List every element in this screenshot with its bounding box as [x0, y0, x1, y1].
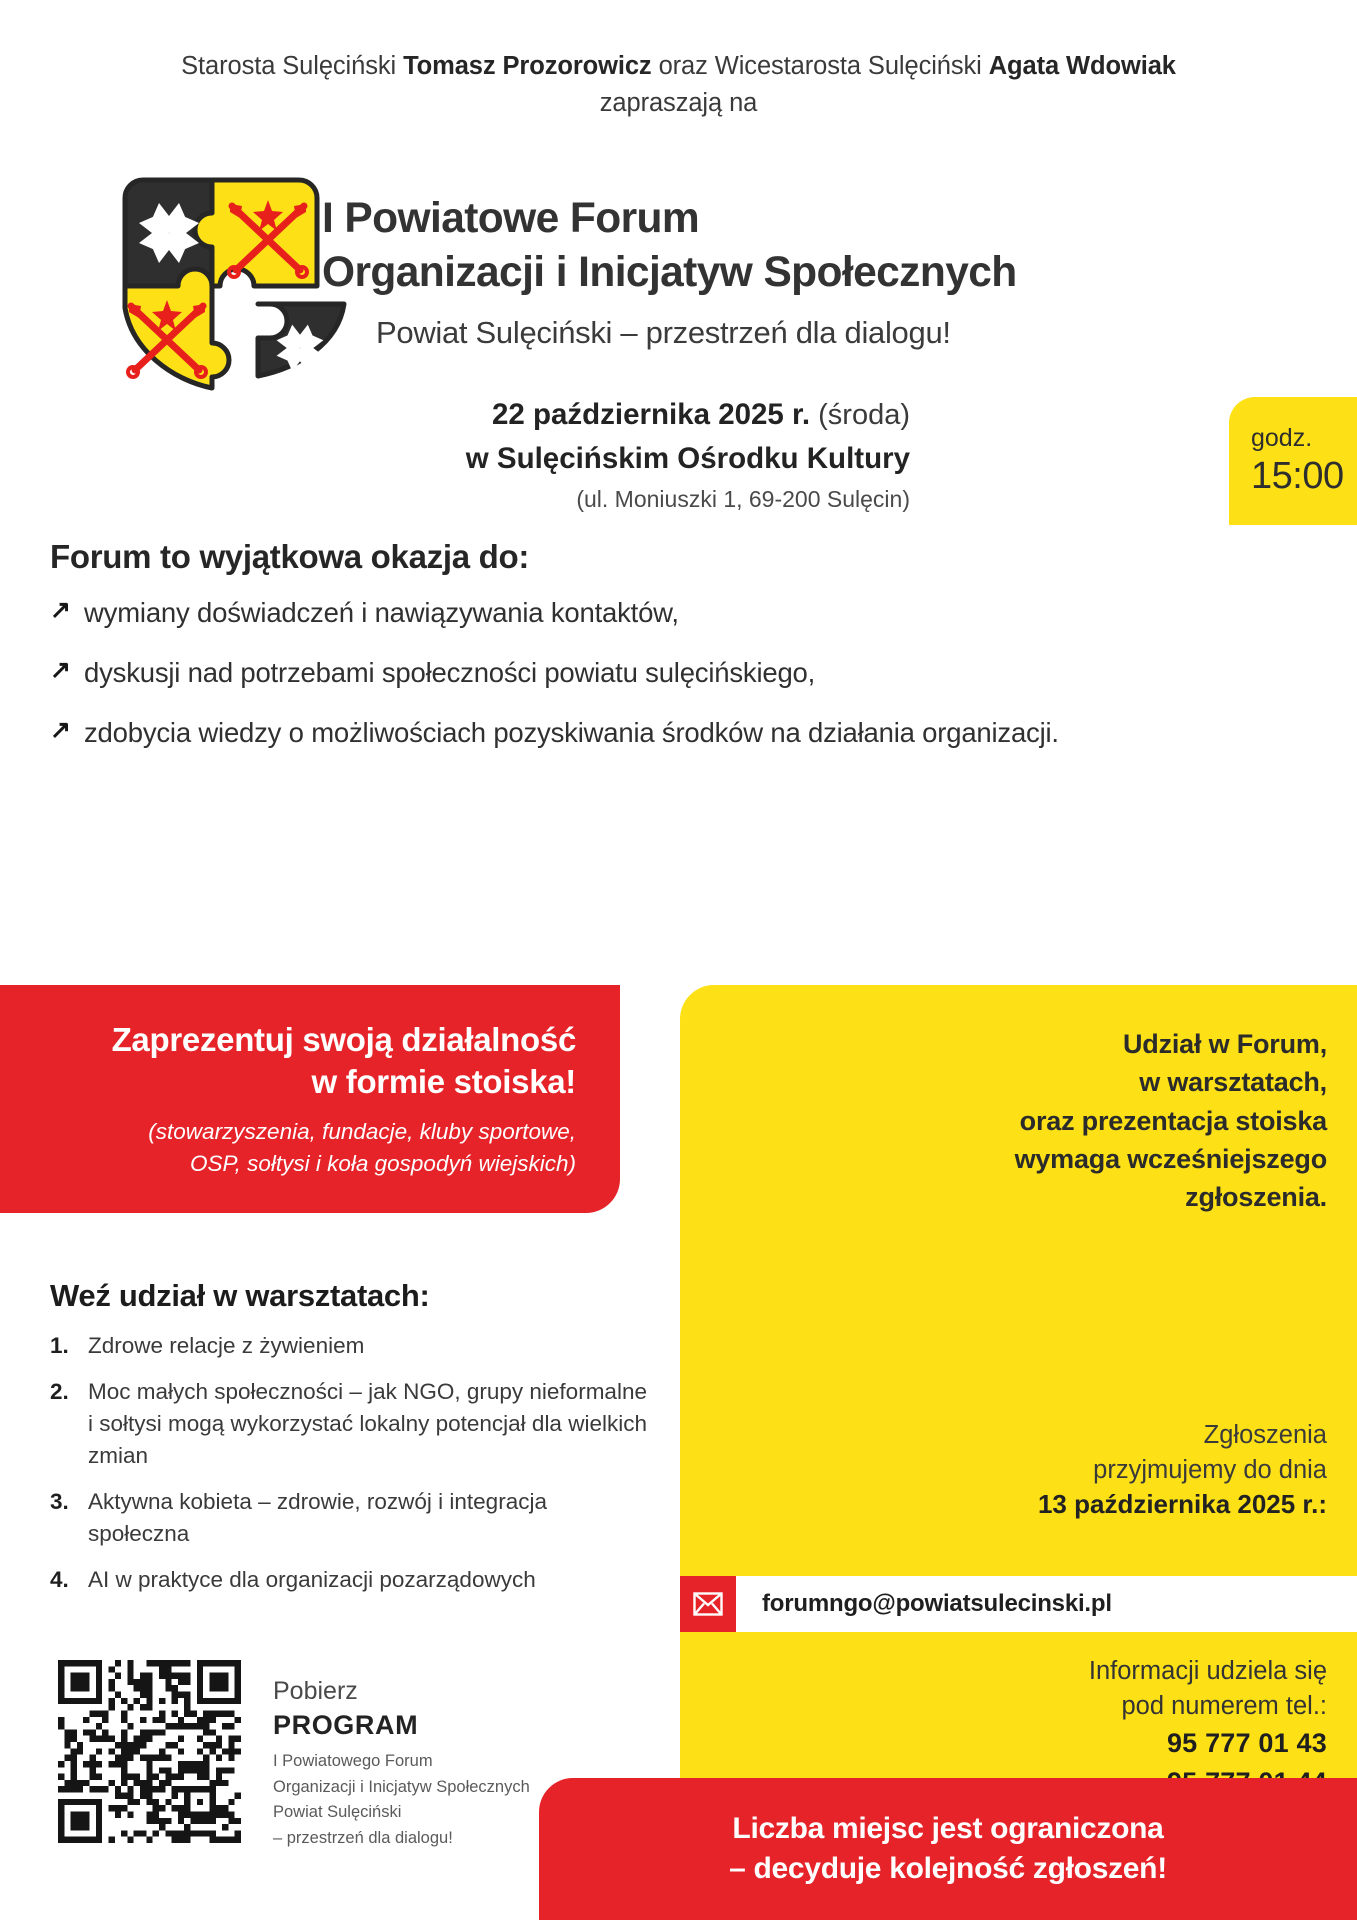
workshop-text: Moc małych społeczności – jak NGO, grupy nieformalne i sołtysi mogą wykorzystać lokalny potencjał dla wielkich zmian [88, 1378, 647, 1468]
envelope-icon [680, 1576, 736, 1632]
workshop-number: 4. [50, 1566, 69, 1592]
occasion-heading: Forum to wyjątkowa okazja do: [50, 538, 530, 575]
workshop-text: Zdrowe relacje z żywieniem [88, 1333, 365, 1358]
workshop-number: 3. [50, 1488, 69, 1514]
event-venue: w Sulęcińskim Ośrodku Kultury [465, 441, 910, 475]
signup-head-line-4: wymaga wcześniejszego [1014, 1143, 1327, 1174]
invite-prefix: Starosta Sulęciński [181, 52, 404, 80]
qr-caption [273, 1660, 530, 1851]
list-item [50, 1564, 650, 1596]
time-label: godz. [1251, 424, 1313, 452]
list-item [50, 1330, 650, 1362]
promo-sub-line-2: OSP, sołtysi i koła gospodyń wiejskich) [189, 1150, 576, 1176]
list-item [50, 654, 1150, 692]
promo-sub-line-1: (stowarzyszenia, fundacje, kluby sportowe, [148, 1119, 576, 1145]
workshop-number: 2. [50, 1378, 69, 1404]
event-subtitle: Powiat Sulęciński – przestrzeń dla dialogu! [376, 314, 951, 350]
occasion-item-text: wymiany doświadczeń i nawiązywania kontaktów, [84, 597, 679, 628]
arrow-up-right-icon: ↗ [50, 655, 71, 684]
title-line-1: I Powiatowe Forum [322, 195, 700, 242]
deadline-line-2: przyjmujemy do dnia [1093, 1455, 1327, 1484]
event-details-block [0, 395, 910, 515]
wicestarosta-name: Agata Wdowiak [988, 52, 1176, 80]
event-weekday: (środa) [818, 399, 910, 431]
time-value: 15:00 [1251, 455, 1344, 498]
banner-line-2: – decyduje kolejność zgłoszeń! [729, 1852, 1167, 1885]
workshop-text: AI w praktyce dla organizacji pozarządowych [88, 1566, 536, 1592]
program-qr-block [58, 1660, 530, 1851]
phone-info-line-1: Informacji udziela się [1088, 1657, 1327, 1685]
qr-desc-line-2: Organizacji i Inicjatyw Społecznych [273, 1777, 530, 1796]
invitation-line-1 [0, 48, 1357, 85]
occasion-section [50, 538, 1150, 774]
coat-of-arms-svg [92, 158, 352, 408]
workshops-list [50, 1330, 650, 1596]
contact-email-bar[interactable] [660, 1576, 1357, 1632]
list-item [50, 1486, 650, 1550]
workshop-number: 1. [50, 1333, 69, 1358]
contact-phone-1[interactable]: 95 777 01 43 [1166, 1728, 1327, 1759]
signup-head-line-1: Udział w Forum, [1122, 1029, 1327, 1059]
qr-program-label: PROGRAM [273, 1710, 419, 1740]
invitation-line-2: zapraszają na [599, 88, 758, 117]
arrow-up-right-icon: ↗ [50, 715, 71, 744]
qr-desc-line-3: Powiat Sulęciński [273, 1803, 402, 1822]
exhibit-promo-box [0, 985, 620, 1213]
signup-head-line-5: zgłoszenia. [1185, 1182, 1327, 1213]
signup-requirement-panel [680, 985, 1357, 1390]
event-title-block [322, 192, 1322, 353]
event-date: 22 października 2025 r. [491, 398, 811, 431]
occasion-item-text: zdobycia wiedzy o możliwościach pozyskiwania środków na działania organizacji. [84, 716, 1059, 748]
invite-middle: oraz Wicestarosta Sulęciński [651, 52, 989, 80]
qr-description [273, 1749, 530, 1851]
deadline-date-wrap [720, 1487, 1327, 1523]
signup-deadline-panel [680, 1390, 1357, 1576]
signup-head-line-3: oraz prezentacja stoiska [1019, 1105, 1327, 1136]
title-line-2: Organizacji i Inicjatyw Społecznych [322, 249, 1017, 297]
list-item [50, 594, 1150, 632]
list-item [50, 714, 1150, 752]
event-date-row [0, 395, 910, 435]
qr-code[interactable] [58, 1660, 241, 1843]
arrow-up-right-icon: ↗ [50, 596, 71, 624]
occasion-list [50, 594, 1150, 752]
limited-seats-banner [539, 1778, 1357, 1920]
contact-email-address[interactable]: forumngo@powiatsulecinski.pl [762, 1590, 1112, 1617]
promo-heading-line-2: w formie stoiska! [311, 1063, 576, 1101]
occasion-item-text: dyskusji nad potrzebami społeczności powiatu sulęcińskiego, [84, 656, 816, 688]
qr-desc-line-1: I Powiatowego Forum [273, 1752, 433, 1771]
county-coat-of-arms-logo [92, 158, 352, 408]
workshops-section [50, 1278, 650, 1610]
workshops-heading: Weź udział w warsztatach: [50, 1278, 430, 1313]
deadline-line-1: Zgłoszenia [1203, 1421, 1327, 1449]
event-time-badge [1229, 397, 1357, 525]
event-address: (ul. Moniuszki 1, 69-200 Sulęcin) [576, 486, 910, 513]
qr-desc-line-4: – przestrzeń dla dialogu! [273, 1828, 453, 1847]
starosta-name: Tomasz Prozorowicz [403, 52, 652, 80]
signup-head-line-2: w warsztatach, [1139, 1067, 1327, 1098]
deadline-date: 13 października 2025 r.: [1037, 1489, 1327, 1520]
list-item [50, 1376, 650, 1472]
phone-info-line-2: pod numerem tel.: [1121, 1692, 1327, 1721]
workshop-text: Aktywna kobieta – zdrowie, rozwój i integracja społeczna [88, 1488, 547, 1546]
promo-heading-line-1: Zaprezentuj swoją działalność [111, 1021, 576, 1058]
invitation-line [0, 48, 1357, 122]
qr-download-label: Pobierz [273, 1677, 358, 1705]
banner-line-1: Liczba miejsc jest ograniczona [732, 1811, 1164, 1845]
